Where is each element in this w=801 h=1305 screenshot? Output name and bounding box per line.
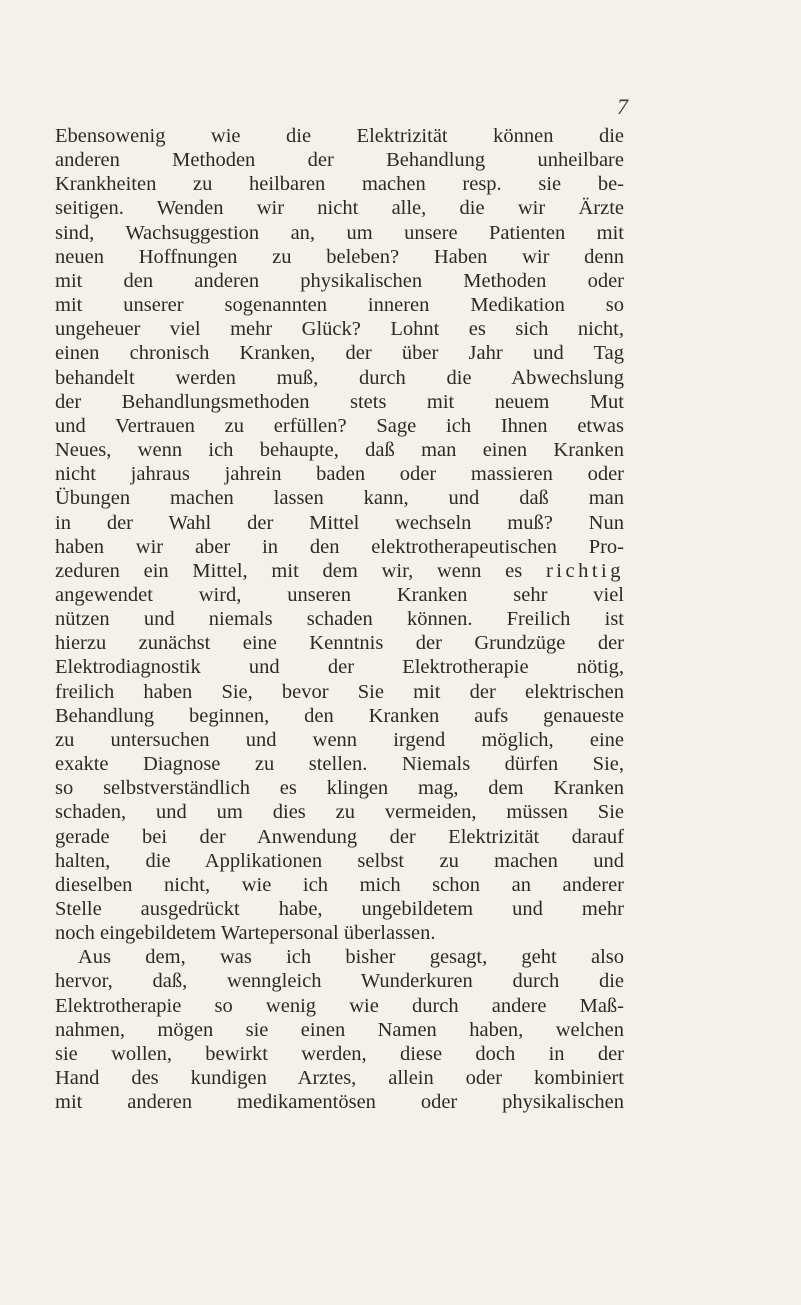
text-line: seitigen. Wenden wir nicht alle, die wir Ärzte (55, 197, 624, 220)
text-line: freilich haben Sie, bevor Sie mit der elektrischen (55, 680, 624, 703)
text-line: so selbstverständlich es klingen mag, dem Kranken (55, 777, 624, 800)
text-line: zu untersuchen und wenn irgend möglich, eine (55, 728, 624, 751)
text-line: schaden, und um dies zu vermeiden, müssen Sie (55, 801, 624, 824)
text-line: Neues, wenn ich behaupte, daß man einen Kranken (55, 439, 624, 462)
text-line: behandelt werden muß, durch die Abwechslung (55, 366, 624, 389)
text-line: in der Wahl der Mittel wechseln muß? Nun (55, 511, 624, 534)
text-line: Übungen machen lassen kann, und daß man (55, 487, 624, 510)
text-line: einen chronisch Kranken, der über Jahr und Tag (55, 342, 624, 365)
text-line: halten, die Applikationen selbst zu machen und (55, 849, 624, 872)
text-line: Aus dem, was ich bisher gesagt, geht also (78, 946, 624, 969)
text-line: Hand des kundigen Arztes, allein oder kombiniert (55, 1067, 624, 1090)
text-line: nicht jahraus jahrein baden oder massieren oder (55, 463, 624, 486)
text-line: exakte Diagnose zu stellen. Niemals dürfen Sie, (55, 753, 624, 776)
text-line: dieselben nicht, wie ich mich schon an anderer (55, 873, 624, 896)
text-line: nahmen, mögen sie einen Namen haben, welchen (55, 1018, 624, 1041)
text-line-emphasis (55, 559, 624, 583)
text-line: neuen Hoffnungen zu beleben? Haben wir denn (55, 245, 624, 268)
page-number: 7 (617, 94, 628, 119)
text-line: sie wollen, bewirkt werden, diese doch in der (55, 1042, 624, 1065)
text-line: hervor, daß, wenngleich Wunderkuren durch die (55, 970, 624, 993)
spaced-emphasis-word: richtig (545, 559, 624, 582)
text-line: Ebensowenig wie die Elektrizität können die (55, 125, 624, 147)
text-segment: zeduren ein Mittel, mit dem wir, wenn es (55, 559, 546, 582)
text-line: angewendet wird, unseren Kranken sehr viel (55, 583, 624, 606)
text-line: gerade bei der Anwendung der Elektrizität darauf (55, 825, 624, 848)
text-line: haben wir aber in den elektrotherapeutischen Pro- (55, 535, 624, 558)
text-line: ungeheuer viel mehr Glück? Lohnt es sich nicht, (55, 318, 624, 341)
text-line: Behandlung beginnen, den Kranken aufs genaueste (55, 704, 624, 727)
body-text (55, 124, 624, 1114)
text-line: Krankheiten zu heilbaren machen resp. sie be- (55, 173, 624, 196)
text-line: nützen und niemals schaden können. Freilich ist (55, 608, 624, 631)
text-line: mit unserer sogenannten inneren Medikation so (55, 294, 624, 317)
text-line: sind, Wachsuggestion an, um unsere Patienten mit (55, 221, 624, 244)
text-line: und Vertrauen zu erfüllen? Sage ich Ihnen etwas (55, 414, 624, 437)
text-line: mit den anderen physikalischen Methoden oder (55, 269, 624, 292)
text-line: der Behandlungsmethoden stets mit neuem Mut (55, 390, 624, 413)
text-line: Elektrotherapie so wenig wie durch andere Maß- (55, 994, 624, 1017)
text-line: Stelle ausgedrückt habe, ungebildetem und mehr (55, 898, 624, 920)
text-line: noch eingebildetem Wartepersonal überlassen. (55, 922, 436, 945)
text-line: Elektrodiagnostik und der Elektrotherapie nötig, (55, 656, 624, 679)
text-line: anderen Methoden der Behandlung unheilbare (55, 149, 624, 172)
text-line: hierzu zunächst eine Kenntnis der Grundzüge der (55, 632, 624, 655)
text-line: mit anderen medikamentösen oder physikalischen (55, 1091, 624, 1114)
